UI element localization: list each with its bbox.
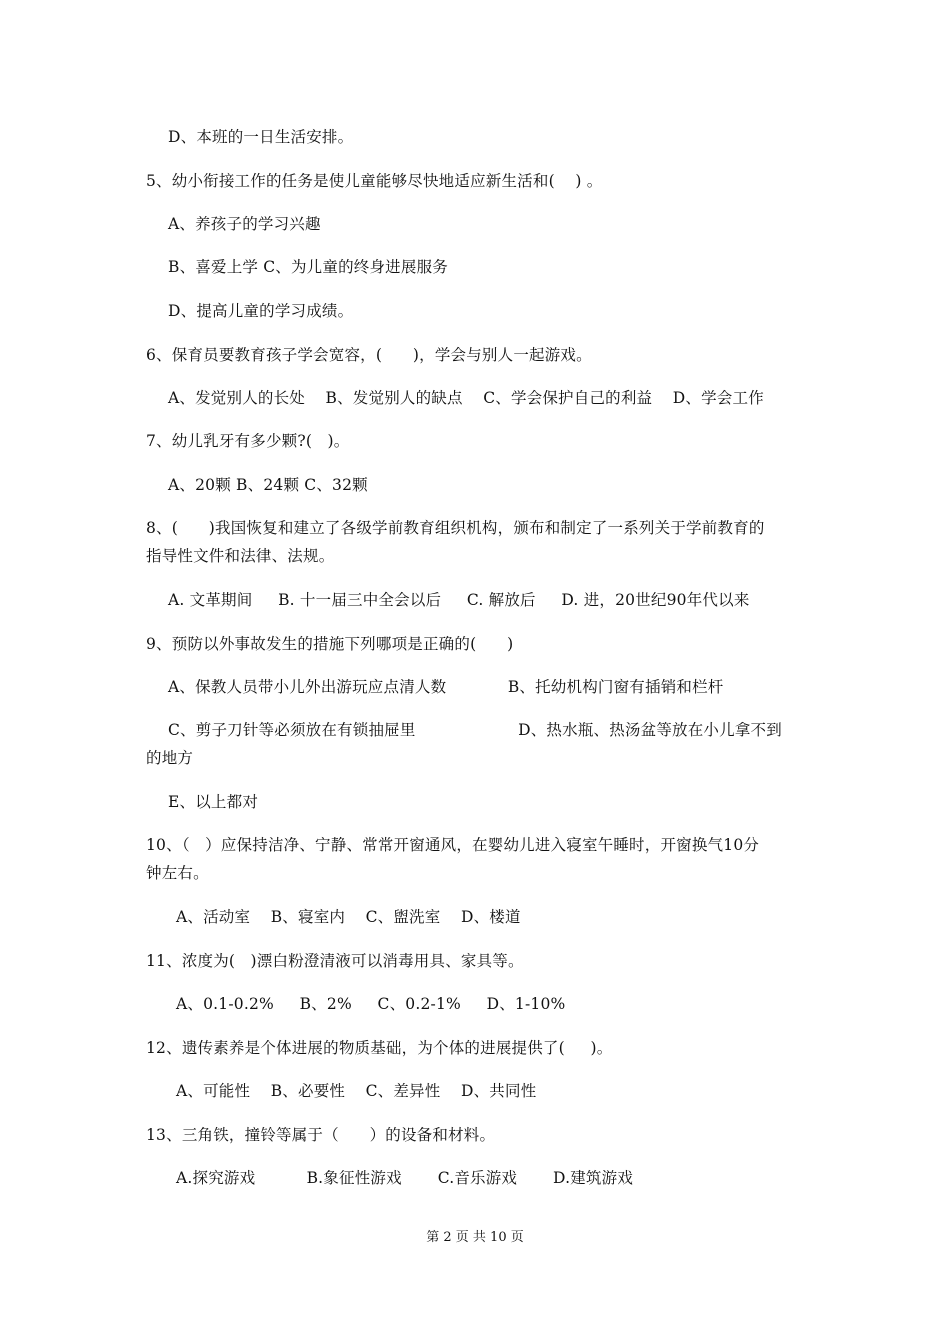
question-5: 5、幼小衔接工作的任务是使儿童能够尽快地适应新生活和( ) 。 bbox=[146, 172, 603, 190]
q5-option-d: D、提高儿童的学习成绩。 bbox=[168, 302, 354, 320]
q10-options: A、活动室 B、寝室内 C、盥洗室 D、楼道 bbox=[176, 908, 521, 926]
question-10-line-2: 钟左右。 bbox=[146, 864, 209, 882]
q13-options: A.探究游戏 B.象征性游戏 C.音乐游戏 D.建筑游戏 bbox=[176, 1169, 634, 1187]
q7-options: A、20颗 B、24颗 C、32颗 bbox=[168, 476, 368, 494]
q9-options-ab: A、保教人员带小儿外出游玩应点清人数 B、托幼机构门窗有插销和栏杆 bbox=[168, 678, 724, 696]
question-6: 6、保育员要教育孩子学会宽容，( )，学会与别人一起游戏。 bbox=[146, 346, 592, 364]
question-13: 13、三角铁，撞铃等属于（ ）的设备和材料。 bbox=[146, 1126, 496, 1144]
q12-options: A、可能性 B、必要性 C、差异性 D、共同性 bbox=[176, 1082, 537, 1100]
q11-options: A、0.1-0.2% B、2% C、0.2-1% D、1-10% bbox=[176, 995, 566, 1013]
q4-option-d: D、本班的一日生活安排。 bbox=[168, 128, 354, 146]
q9-options-cd: C、剪子刀针等必须放在有锁抽屉里 D、热水瓶、热汤盆等放在小儿拿不到 bbox=[168, 721, 782, 739]
q9-option-e: E、以上都对 bbox=[168, 793, 259, 811]
question-8-line-2: 指导性文件和法律、法规。 bbox=[146, 547, 335, 565]
question-9: 9、预防以外事故发生的措施下列哪项是正确的( ) bbox=[146, 635, 514, 653]
question-10-line-1: 10、（ ）应保持洁净、宁静、常常开窗通风，在婴幼儿进入寝室午睡时，开窗换气10分 bbox=[146, 836, 760, 854]
q6-options: A、发觉别人的长处 B、发觉别人的缺点 C、学会保护自己的利益 D、学会工作 bbox=[168, 389, 764, 407]
question-7: 7、幼儿乳牙有多少颗?( )。 bbox=[146, 432, 350, 450]
question-12: 12、遗传素养是个体进展的物质基础，为个体的进展提供了( )。 bbox=[146, 1039, 613, 1057]
page-footer: 第 2 页 共 10 页 bbox=[426, 1230, 524, 1245]
q5-option-a: A、养孩子的学习兴趣 bbox=[168, 215, 321, 233]
q5-option-bc: B、喜爱上学 C、为儿童的终身进展服务 bbox=[168, 258, 448, 276]
q8-options: A. 文革期间 B. 十一届三中全会以后 C. 解放后 D. 进，20世纪90年代以来 bbox=[168, 591, 750, 609]
question-8-line-1: 8、( )我国恢复和建立了各级学前教育组织机构，颁布和制定了一系列关于学前教育的 bbox=[146, 519, 765, 537]
q9-option-d-cont: 的地方 bbox=[146, 749, 194, 767]
question-11: 11、浓度为( )漂白粉澄清液可以消毒用具、家具等。 bbox=[146, 952, 524, 970]
